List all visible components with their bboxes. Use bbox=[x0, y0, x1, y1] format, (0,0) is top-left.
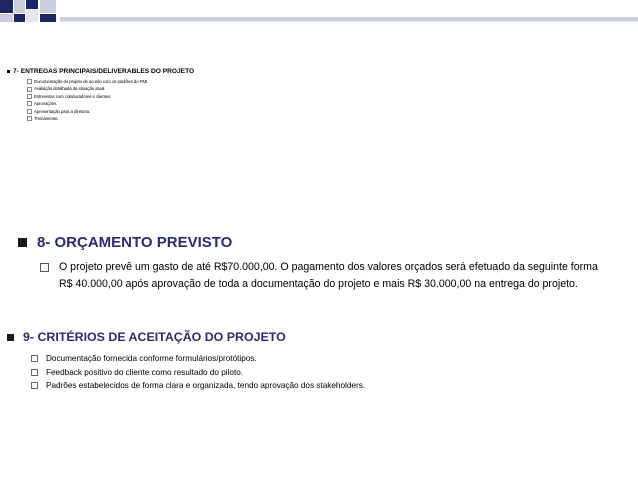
checkbox-bullet-icon bbox=[27, 109, 32, 114]
deco-square-light-1 bbox=[14, 0, 25, 13]
section-acceptance-title: 9- CRITÉRIOS DE ACEITAÇÃO DO PROJETO bbox=[23, 330, 286, 344]
checkbox-bullet-icon bbox=[40, 263, 49, 272]
list-item bbox=[31, 379, 627, 393]
list-item bbox=[31, 352, 627, 366]
section-budget-title: 8- ORÇAMENTO PREVISTO bbox=[37, 234, 233, 251]
section-acceptance-heading bbox=[7, 330, 627, 344]
deco-square-light-4 bbox=[26, 10, 38, 22]
list-item bbox=[27, 108, 607, 115]
checkbox-bullet-icon bbox=[27, 101, 32, 106]
list-item bbox=[31, 366, 627, 380]
checkbox-bullet-icon bbox=[31, 382, 38, 389]
checkbox-bullet-icon bbox=[27, 87, 32, 92]
list-item-text: Aprovações. bbox=[34, 101, 58, 107]
list-item-text: Padrões estabelecidos de forma clara e organizada, tendo aprovação dos stakeholders. bbox=[46, 381, 366, 390]
square-bullet-icon bbox=[7, 334, 14, 341]
deco-square-light-3 bbox=[0, 14, 13, 22]
checkbox-bullet-icon bbox=[27, 79, 32, 84]
section-deliverables-title: 7- ENTREGAS PRINCIPAIS/DELIVERABLES DO PROJETO bbox=[13, 68, 195, 75]
list-item bbox=[27, 93, 607, 100]
list-item bbox=[27, 115, 607, 122]
section-deliverables bbox=[7, 68, 607, 122]
section-budget-heading bbox=[18, 234, 618, 251]
deliverables-list bbox=[27, 78, 607, 122]
checkbox-bullet-icon bbox=[31, 355, 38, 362]
list-item-text: Avaliação detalhada da situação atual. bbox=[34, 86, 106, 92]
list-item-text: Treinamento. bbox=[34, 116, 59, 122]
deco-square-dark-4 bbox=[40, 14, 56, 22]
list-item-text: Entrevistas com colaboradores e clientes. bbox=[34, 93, 112, 99]
checkbox-bullet-icon bbox=[31, 369, 38, 376]
list-item bbox=[27, 78, 607, 85]
list-item bbox=[27, 85, 607, 92]
list-item-text: Documentação do projeto de acordo com os padrões do PMI. bbox=[34, 79, 149, 84]
section-budget bbox=[18, 234, 618, 292]
deco-square-light-2 bbox=[40, 0, 56, 13]
checkbox-bullet-icon bbox=[27, 116, 32, 121]
list-item bbox=[27, 100, 607, 107]
square-bullet-icon bbox=[18, 238, 27, 247]
square-bullet-icon bbox=[7, 70, 10, 73]
header-bar-shadow bbox=[60, 21, 638, 22]
budget-text: O projeto prevê um gasto de até R$70.000,00. O pagamento dos valores orçados será efetuado da seguinte forma R$ 40.000,00 após aprovação de toda a documentação do projeto e mais R$ 30.000,00 na entrega do projeto. bbox=[59, 261, 598, 290]
deco-square-dark-1 bbox=[0, 0, 13, 13]
checkbox-bullet-icon bbox=[27, 94, 32, 99]
deco-square-dark-2 bbox=[26, 0, 38, 9]
deco-square-dark-3 bbox=[14, 14, 25, 22]
list-item-text: Feedback positivo do cliente como resultado do piloto. bbox=[46, 367, 244, 377]
list-item-text: Documentação fornecida conforme formulários/protótipos. bbox=[46, 354, 257, 363]
acceptance-list bbox=[31, 352, 627, 393]
budget-item bbox=[40, 259, 618, 292]
section-deliverables-heading bbox=[7, 68, 607, 75]
list-item-text: Apresentação para a diretoria. bbox=[34, 108, 91, 114]
section-acceptance bbox=[7, 330, 627, 393]
